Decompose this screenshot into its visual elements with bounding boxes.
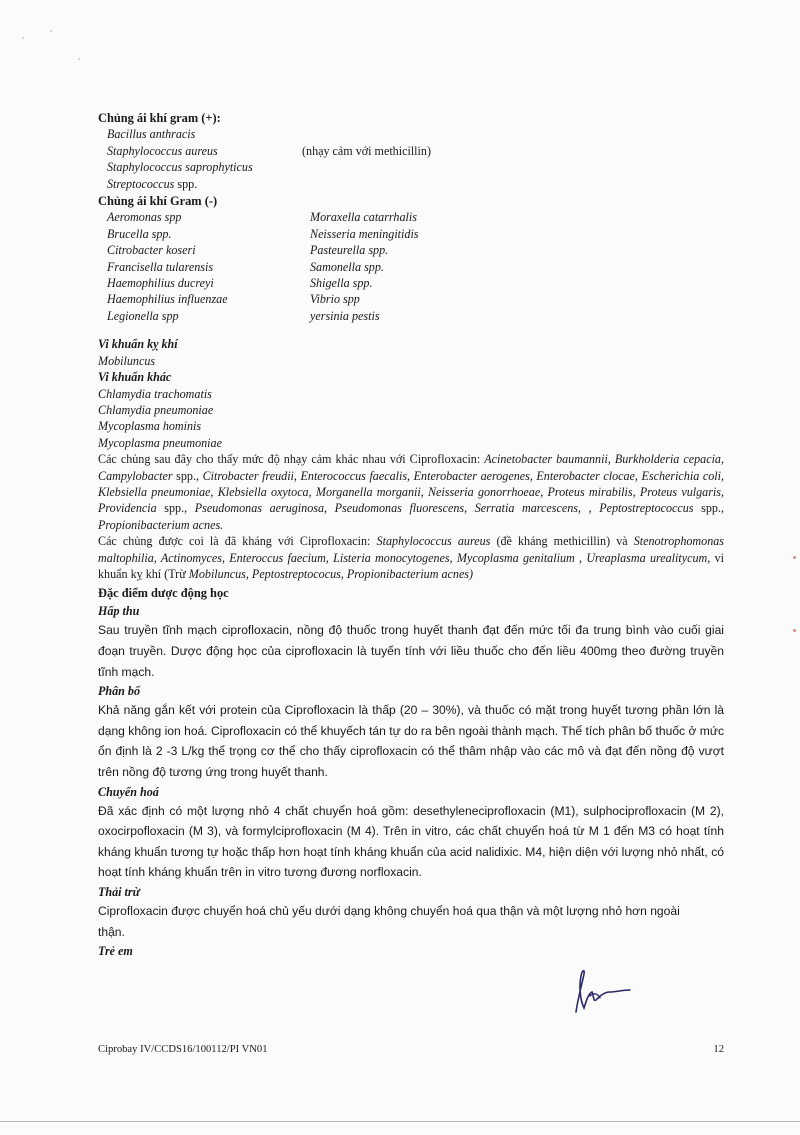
absorption-title: Hấp thu <box>98 604 140 619</box>
gram-positive-heading: Chủng ái khí gram (+): <box>98 111 221 125</box>
anaerobe-heading: Vi khuẩn kỵ khí <box>98 337 178 352</box>
absorption-text: Sau truyền tĩnh mạch ciprofloxacin, nồng độ thuốc trong huyết thanh đạt đến mức tối đa trung bình vào cuối giai đoạn truyền. Dược động học của ciprofloxacin là tuyến tính với liều thuốc cho đến liều 400mg theo đường truyền tĩnh mạch. <box>98 623 724 679</box>
spp-suffix: spp. <box>174 176 198 191</box>
methicillin-note: (nhạy cảm với methicillin) <box>302 143 431 158</box>
spacer <box>98 324 724 336</box>
organism-item: Shigella spp. <box>310 276 373 291</box>
scan-speck <box>793 629 796 632</box>
gram-negative-list <box>98 209 724 324</box>
sensitivity-paragraph <box>98 451 724 533</box>
organism-item: Chlamydia trachomatis <box>98 386 212 401</box>
bottom-divider <box>0 1121 800 1122</box>
organism-item: Streptococcus <box>107 176 175 191</box>
metabolism-text: Đã xác định có một lượng nhỏ 4 chất chuyển hoá gồm: desethyleneciprofloxacin (M1), sulphociprofloxacin (M 2), oxocirpofloxacin (M 3), và formylciprofloxacin (M 4). Trên in vitro, các chất chuyển hoá từ M 1 đến M3 có hoạt tính kháng khuẩn tương tự hoặc thấp hơn hoạt tính kháng khuẩn của acid nalidixic. M4, hiện diện với lượng nhỏ nhất, có hoạt tính kháng khuẩn trên in vitro tương đương norfloxacin. <box>98 803 724 880</box>
text-run: Acinetobacter baumannii, Burkholderia cepacia, Campylobacter <box>98 452 724 483</box>
children-title: Trẻ em <box>98 944 133 959</box>
organism-row <box>107 143 724 159</box>
text-run: spp., <box>693 501 724 516</box>
resistant-paragraph <box>98 533 724 582</box>
scan-speck <box>50 30 52 32</box>
organism-item: Staphylococcus aureus <box>107 143 218 158</box>
excretion-text: Ciprofloxacin được chuyển hoá chủ yếu dưới dạng không chuyển hoá qua thận và một lượng nhỏ hơn ngoài thận. <box>98 903 680 939</box>
text-run: spp., <box>172 468 203 483</box>
page-footer <box>98 1044 724 1055</box>
signature-mark <box>560 962 640 1018</box>
organism-item: Haemophilius influenzae <box>107 292 228 307</box>
scan-speck <box>78 58 80 60</box>
scan-speck <box>22 37 24 39</box>
organism-item: Aeromonas spp <box>107 210 182 225</box>
gram-negative-heading: Chủng ái khí Gram (-) <box>98 194 218 209</box>
text-run: Các chủng sau đây cho thấy mức độ nhạy cảm khác nhau với Ciprofloxacin: <box>98 452 485 467</box>
organism-item: Moraxella catarrhalis <box>310 210 417 225</box>
text-run: Pseudomonas aeruginosa, Pseudomonas fluorescens, Serratia marcescens, , Peptostreptococcus <box>194 501 694 516</box>
document-code: Ciprobay IV/CCDS16/100112/PI VN01 <box>98 1044 268 1055</box>
organism-item: Haemophilius ducreyi <box>107 276 214 291</box>
organism-row <box>107 176 724 192</box>
text-run: vi khuẩn kỵ khí (Trừ <box>98 550 724 581</box>
page-number: 12 <box>713 1044 724 1055</box>
organism-item: Mobiluncus <box>98 353 156 368</box>
organism-item: Neisseria meningitidis <box>310 226 419 241</box>
scan-speck <box>793 556 796 559</box>
organism-item: Legionella spp <box>107 308 179 323</box>
organism-item: yersinia pestis <box>310 308 380 323</box>
text-run: Các chủng được coi là đã kháng với Ciprofloxacin: <box>98 534 377 549</box>
text-run: Stenotrophomonas maltophilia, Actinomyces, Enteroccus faecium, Listeria monocytogenes, Mycoplasma genitalium , Ureaplasma urealitycum, <box>98 534 724 565</box>
gram-negative-col-right <box>310 209 419 324</box>
organism-item: Samonella spp. <box>310 259 384 274</box>
text-run: spp., <box>156 501 195 516</box>
excretion-title: Thải trừ <box>98 884 140 899</box>
distribution-title: Phân bố <box>98 684 141 699</box>
organism-item: Francisella tularensis <box>107 259 214 274</box>
organism-item: Brucella spp. <box>107 226 172 241</box>
organism-item: Staphylococcus saprophyticus <box>107 160 253 175</box>
text-run: (đề kháng methicillin) và <box>490 534 634 549</box>
other-bacteria-heading: Vi khuẩn khác <box>98 370 172 385</box>
organism-item: Pasteurella spp. <box>310 243 389 258</box>
organism-item: Mycoplasma hominis <box>98 419 202 434</box>
text-run: Citrobacter freudii, Enterococcus faecalis, Enterobacter aerogenes, Enterobacter clocae, Escherichia coli, Klebsiella pneumoniae, Klebsiella oxytoca, Morganella morganii, Neisseria gonorrhoeae, Proteus mirabilis, Proteus vulgaris, Providencia <box>98 468 724 516</box>
metabolism-title: Chuyển hoá <box>98 784 159 799</box>
text-run: Staphylococcus aureus <box>376 534 491 549</box>
organism-item: Chlamydia pneumoniae <box>98 402 214 417</box>
organism-item: Bacillus anthracis <box>107 127 196 142</box>
organism-item: Vibrio spp <box>310 292 360 307</box>
gram-negative-col-left <box>107 209 310 324</box>
text-run: Propionibacterium acnes. <box>98 517 224 532</box>
gram-positive-list <box>98 126 724 192</box>
organism-item: Citrobacter koseri <box>107 243 196 258</box>
distribution-text: Khả năng gắn kết với protein của Ciprofloxacin là thấp (20 – 30%), và thuốc có mặt trong huyết tương phần lớn là dạng không ion hoá. Ciprofloxacin có thể khuyếch tán tự do ra bên ngoài thành mạch. Thể tích phân bố thuốc ở mức ổn định là 2 -3 L/kg thể trọng cơ thể cho thấy ciprofloxacin có thể thâm nhập vào các mô và đạt đến nồng độ vượt trên nồng độ tương ứng trong huyết thanh. <box>98 703 724 779</box>
document-body <box>98 110 724 960</box>
text-run: Mobiluncus, Peptostreptococus, Propionibacterium acnes) <box>188 566 474 581</box>
organism-item: Mycoplasma pneumoniae <box>98 435 222 450</box>
pharmacokinetics-heading: Đặc điểm dược động học <box>98 586 229 601</box>
